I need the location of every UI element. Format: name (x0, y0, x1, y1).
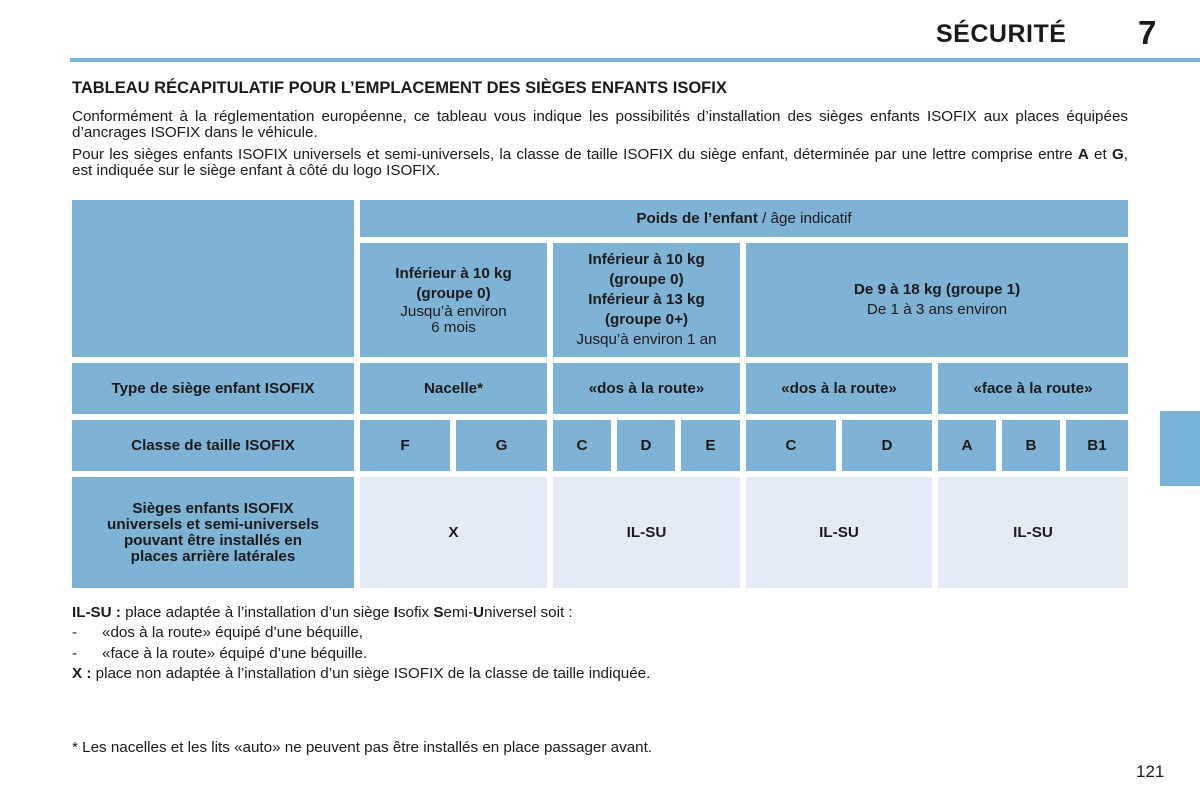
chapter-number: 7 (1138, 14, 1157, 51)
legend-bullet (72, 623, 363, 643)
group-weight: Inférieur à 13 kg (588, 291, 705, 308)
group-weight: Inférieur à 10 kg (588, 251, 705, 268)
legend-bullet (72, 644, 367, 664)
group-age: Jusqu’à environ 1 an (576, 331, 717, 348)
header-weight-bold: Poids de l’enfant (636, 209, 758, 227)
table-header-weight (360, 200, 1128, 237)
size-class-cell: F (360, 420, 450, 471)
group-age: Jusqu’à environ (400, 303, 507, 320)
bullet-text: «face à la route» équipé d’une béquille. (102, 645, 368, 662)
row-label-line: places arrière latérales (130, 547, 296, 565)
intro-text: , est indiquée sur le siège enfant à côté du logo ISOFIX. (72, 146, 1128, 179)
class-letter-g: G (1111, 146, 1124, 163)
size-class-cell: E (681, 420, 740, 471)
legend-text: niversel soit : (484, 604, 573, 621)
group-label: (groupe 0) (416, 285, 491, 302)
group-age: 6 mois (431, 319, 476, 336)
row-label-classe: Classe de taille ISOFIX (72, 420, 354, 471)
legend-text: place adaptée à l’installation d’un siège (120, 604, 394, 621)
group-label: (groupe 0+) (604, 311, 689, 328)
header-rule (70, 58, 1200, 62)
size-class-cell: B (1002, 420, 1060, 471)
section-title-securite: SÉCURITÉ (936, 20, 1067, 48)
size-class-cell: G (456, 420, 547, 471)
row-label-line: universels et semi-universels (107, 515, 319, 533)
group-age: De 1 à 3 ans environ (866, 301, 1008, 318)
legend-term: X : (72, 665, 92, 682)
table-group-header (360, 243, 547, 357)
page-number: 121 (1136, 762, 1165, 781)
legend-initial: I (393, 604, 398, 621)
size-class-cell: C (746, 420, 836, 471)
bullet-dash: - (72, 645, 78, 662)
seat-type-cell: «face à la route» (938, 363, 1128, 414)
legend-text: emi- (443, 604, 474, 621)
intro-text: Pour les sièges enfants ISOFIX universels et semi-universels, la classe de taille ISOFIX du siège enfant, déterminée par une lettre comprise entre (72, 146, 1078, 163)
intro-paragraph-2 (72, 147, 1128, 179)
placement-cell: X (360, 477, 547, 588)
page-title: TABLEAU RÉCAPITULATIF POUR L’EMPLACEMENT DES SIÈGES ENFANTS ISOFIX (72, 79, 727, 97)
size-class-cell: A (938, 420, 996, 471)
class-letter-a: A (1077, 146, 1089, 163)
header-weight-normal: / âge indicatif (757, 209, 852, 227)
table-group-header (553, 243, 740, 357)
bullet-text: «dos à la route» équipé d’une béquille, (102, 624, 363, 641)
footnote: * Les nacelles et les lits «auto» ne peuvent pas être installés en place passager avant. (72, 739, 653, 756)
group-weight: De 9 à 18 kg (groupe 1) (853, 281, 1021, 298)
legend-term: IL-SU : (72, 604, 121, 621)
legend-initial: U (473, 604, 484, 621)
row-label-line: Sièges enfants ISOFIX (132, 499, 294, 517)
table-corner-cell (72, 200, 354, 357)
group-weight: Inférieur à 10 kg (395, 265, 512, 282)
group-label: (groupe 0) (609, 271, 684, 288)
row-label-type: Type de siège enfant ISOFIX (72, 363, 354, 414)
size-class-cell: D (617, 420, 675, 471)
bullet-dash: - (72, 624, 78, 641)
placement-cell: IL-SU (746, 477, 932, 588)
placement-cell: IL-SU (553, 477, 740, 588)
row-label-line: pouvant être installés en (123, 531, 303, 549)
row-label-sieges (72, 477, 354, 588)
legend-x (72, 664, 650, 684)
seat-type-cell: «dos à la route» (553, 363, 740, 414)
size-class-cell: B1 (1066, 420, 1128, 471)
legend-initial: S (433, 604, 444, 621)
seat-type-cell: Nacelle* (360, 363, 547, 414)
intro-text: et (1088, 146, 1112, 163)
table-group-header (746, 243, 1128, 357)
legend-ilsu (72, 603, 573, 623)
size-class-cell: C (553, 420, 611, 471)
legend-text: sofix (397, 604, 434, 621)
placement-cell: IL-SU (938, 477, 1128, 588)
intro-paragraph-1: Conformément à la réglementation européenne, ce tableau vous indique les possibilités d’installation des sièges enfants ISOFIX aux places équipées d’ancrages ISOFIX dans le véhicule. (72, 108, 1128, 141)
seat-type-cell: «dos à la route» (746, 363, 932, 414)
chapter-side-tab (1160, 411, 1200, 486)
legend-text: place non adaptée à l’installation d’un siège ISOFIX de la classe de taille indiquée. (91, 665, 651, 682)
size-class-cell: D (842, 420, 932, 471)
